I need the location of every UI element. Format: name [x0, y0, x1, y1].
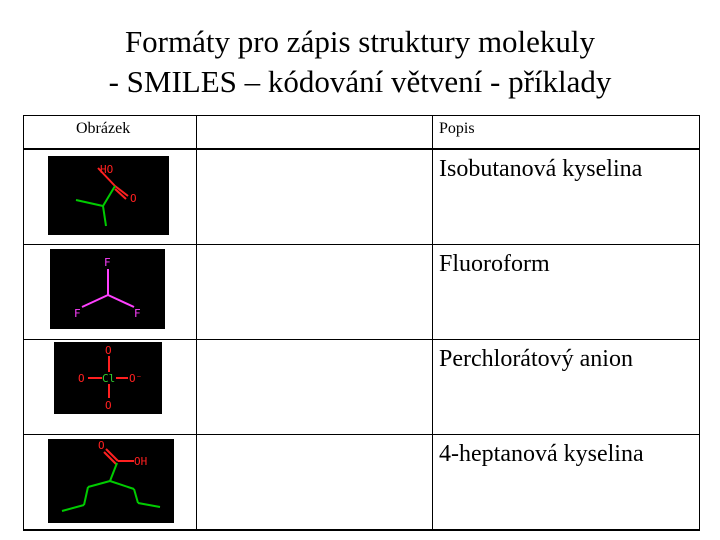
isobutanoic-acid-structure-icon — [48, 156, 169, 235]
slide-title — [0, 22, 720, 102]
atom-label: Cl — [102, 372, 116, 385]
title-line-1: Formáty pro zápis struktury molekuly — [124, 24, 596, 59]
empty-cell — [197, 245, 433, 340]
heptanoic-acid-structure-icon — [48, 439, 174, 523]
atom-label: HO — [100, 163, 114, 176]
image-cell — [24, 435, 197, 531]
table-row — [24, 340, 700, 435]
image-cell — [24, 340, 197, 435]
atom-label: O⁻ — [129, 372, 143, 385]
fluoroform-structure-icon — [50, 249, 165, 329]
atom-label: O — [98, 439, 105, 452]
atom-label: O — [78, 372, 85, 385]
atom-label: F — [134, 307, 141, 320]
atom-label: F — [104, 256, 111, 269]
description-cell: 4-heptanová kyselina — [433, 435, 700, 531]
table-row — [24, 245, 700, 340]
atom-label: OH — [134, 455, 148, 468]
atom-label: O — [105, 399, 112, 412]
empty-cell — [197, 340, 433, 435]
empty-cell — [197, 435, 433, 531]
examples-table — [23, 115, 700, 531]
table-row — [24, 149, 700, 245]
header-description: Popis — [433, 116, 700, 150]
description-cell: Fluoroform — [433, 245, 700, 340]
atom-label: O — [130, 192, 137, 205]
image-cell — [24, 245, 197, 340]
table-header-row — [24, 116, 700, 150]
title-line-2: - SMILES – kódování větvení - příklady — [108, 64, 612, 99]
empty-cell — [197, 149, 433, 245]
table-row — [24, 435, 700, 531]
image-cell — [24, 149, 197, 245]
perchlorate-structure-icon — [54, 342, 162, 414]
atom-label: O — [105, 344, 112, 357]
atom-label: F — [74, 307, 81, 320]
header-image: Obrázek — [24, 116, 197, 150]
header-empty — [197, 116, 433, 150]
description-cell: Perchlorátový anion — [433, 340, 700, 435]
description-cell: Isobutanová kyselina — [433, 149, 700, 245]
